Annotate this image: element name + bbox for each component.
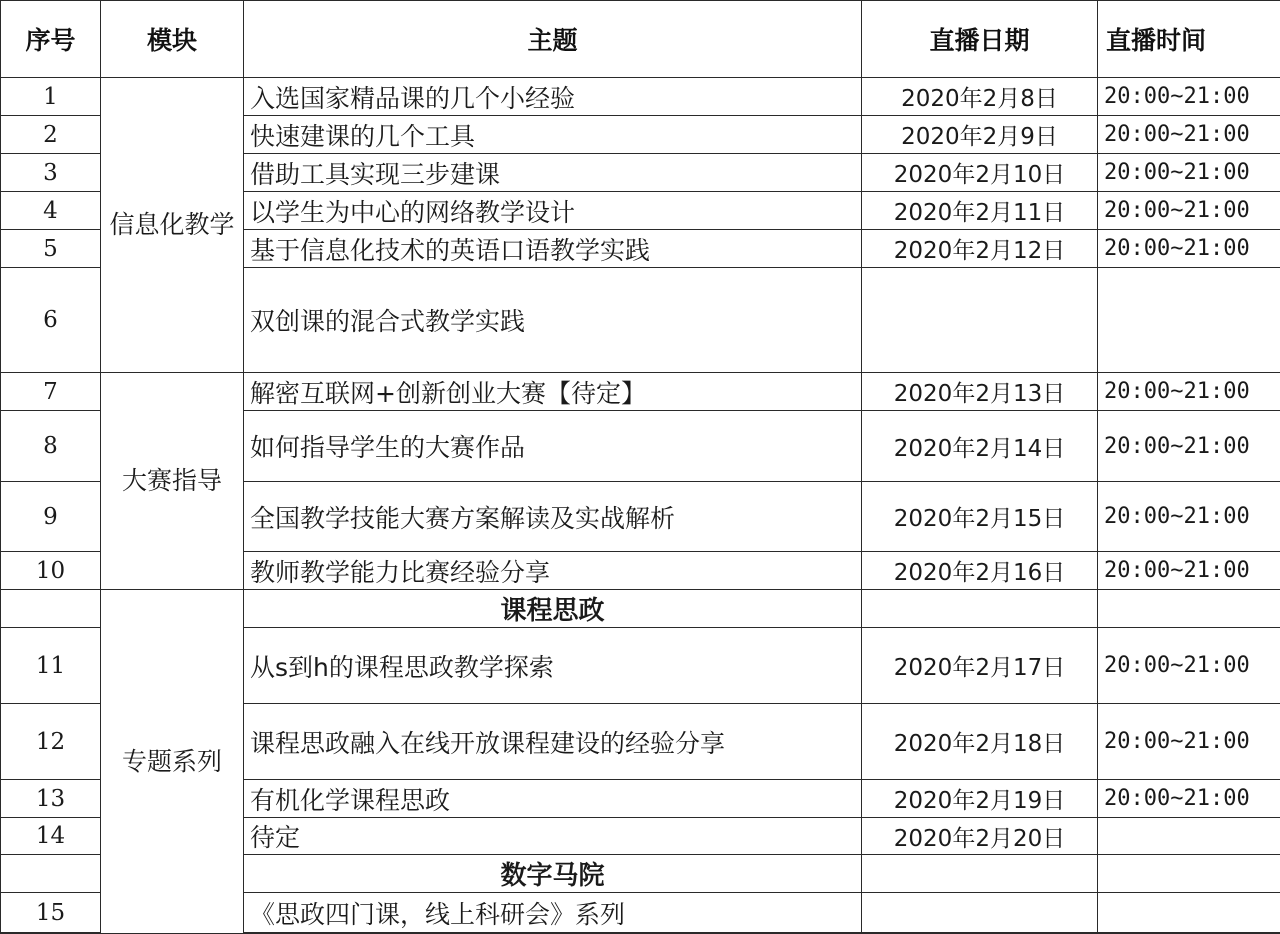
row-index: 13 — [1, 780, 101, 818]
row-time: 20:00~21:00 — [1098, 482, 1280, 552]
row-date: 2020年2月19日 — [862, 780, 1098, 818]
header-index: 序号 — [1, 1, 101, 78]
section-row — [1, 590, 1280, 628]
row-topic: 从s到h的课程思政教学探索 — [244, 628, 862, 704]
row-date — [862, 893, 1098, 933]
row-index: 7 — [1, 373, 101, 411]
row-index: 3 — [1, 154, 101, 192]
row-topic: 待定 — [244, 818, 862, 855]
row-date: 2020年2月17日 — [862, 628, 1098, 704]
section-title: 课程思政 — [244, 590, 862, 628]
row-topic: 课程思政融入在线开放课程建设的经验分享 — [244, 704, 862, 780]
row-date: 2020年2月11日 — [862, 192, 1098, 230]
row-topic: 全国教学技能大赛方案解读及实战解析 — [244, 482, 862, 552]
row-time: 20:00~21:00 — [1098, 704, 1280, 780]
row-index: 8 — [1, 411, 101, 482]
row-date: 2020年2月8日 — [862, 78, 1098, 116]
row-index: 6 — [1, 268, 101, 373]
row-topic: 双创课的混合式教学实践 — [244, 268, 862, 373]
row-date: 2020年2月13日 — [862, 373, 1098, 411]
row-time: 20:00~21:00 — [1098, 411, 1280, 482]
row-date: 2020年2月18日 — [862, 704, 1098, 780]
row-index: 9 — [1, 482, 101, 552]
header-row — [1, 1, 1280, 78]
row-topic: 入选国家精品课的几个小经验 — [244, 78, 862, 116]
row-index-empty — [1, 855, 101, 893]
module-cell: 专题系列 — [101, 590, 244, 934]
row-time-empty — [1098, 590, 1280, 628]
row-index: 1 — [1, 78, 101, 116]
row-index-empty — [1, 590, 101, 628]
row-time — [1098, 818, 1280, 855]
row-topic: 基于信息化技术的英语口语教学实践 — [244, 230, 862, 268]
row-time: 20:00~21:00 — [1098, 780, 1280, 818]
row-index: 11 — [1, 628, 101, 704]
row-index: 12 — [1, 704, 101, 780]
row-index: 4 — [1, 192, 101, 230]
row-date: 2020年2月9日 — [862, 116, 1098, 154]
row-index: 2 — [1, 116, 101, 154]
row-time: 20:00~21:00 — [1098, 628, 1280, 704]
row-time: 20:00~21:00 — [1098, 373, 1280, 411]
row-time-empty — [1098, 855, 1280, 893]
row-topic: 有机化学课程思政 — [244, 780, 862, 818]
header-time: 直播时间 — [1098, 1, 1280, 78]
row-time: 20:00~21:00 — [1098, 116, 1280, 154]
row-time: 20:00~21:00 — [1098, 78, 1280, 116]
row-date: 2020年2月16日 — [862, 552, 1098, 590]
row-date — [862, 268, 1098, 373]
module-cell: 大赛指导 — [101, 373, 244, 590]
row-topic: 如何指导学生的大赛作品 — [244, 411, 862, 482]
row-index: 15 — [1, 893, 101, 933]
row-time: 20:00~21:00 — [1098, 552, 1280, 590]
row-time: 20:00~21:00 — [1098, 192, 1280, 230]
header-date: 直播日期 — [862, 1, 1098, 78]
header-module: 模块 — [101, 1, 244, 78]
row-time — [1098, 268, 1280, 373]
row-date-empty — [862, 855, 1098, 893]
row-date: 2020年2月15日 — [862, 482, 1098, 552]
table-row — [1, 78, 1280, 116]
row-index: 14 — [1, 818, 101, 855]
row-time: 20:00~21:00 — [1098, 230, 1280, 268]
row-date-empty — [862, 590, 1098, 628]
row-topic: 以学生为中心的网络教学设计 — [244, 192, 862, 230]
section-title: 数字马院 — [244, 855, 862, 893]
row-time — [1098, 893, 1280, 933]
row-topic: 教师教学能力比赛经验分享 — [244, 552, 862, 590]
row-time: 20:00~21:00 — [1098, 154, 1280, 192]
module-cell: 信息化教学 — [101, 78, 244, 373]
header-topic: 主题 — [244, 1, 862, 78]
row-date: 2020年2月20日 — [862, 818, 1098, 855]
row-topic: 《思政四门课，线上科研会》系列 — [244, 893, 862, 933]
row-index: 10 — [1, 552, 101, 590]
row-topic: 借助工具实现三步建课 — [244, 154, 862, 192]
row-index: 5 — [1, 230, 101, 268]
table-row — [1, 373, 1280, 411]
row-topic: 快速建课的几个工具 — [244, 116, 862, 154]
row-date: 2020年2月12日 — [862, 230, 1098, 268]
row-date: 2020年2月14日 — [862, 411, 1098, 482]
row-topic: 解密互联网+创新创业大赛【待定】 — [244, 373, 862, 411]
row-date: 2020年2月10日 — [862, 154, 1098, 192]
